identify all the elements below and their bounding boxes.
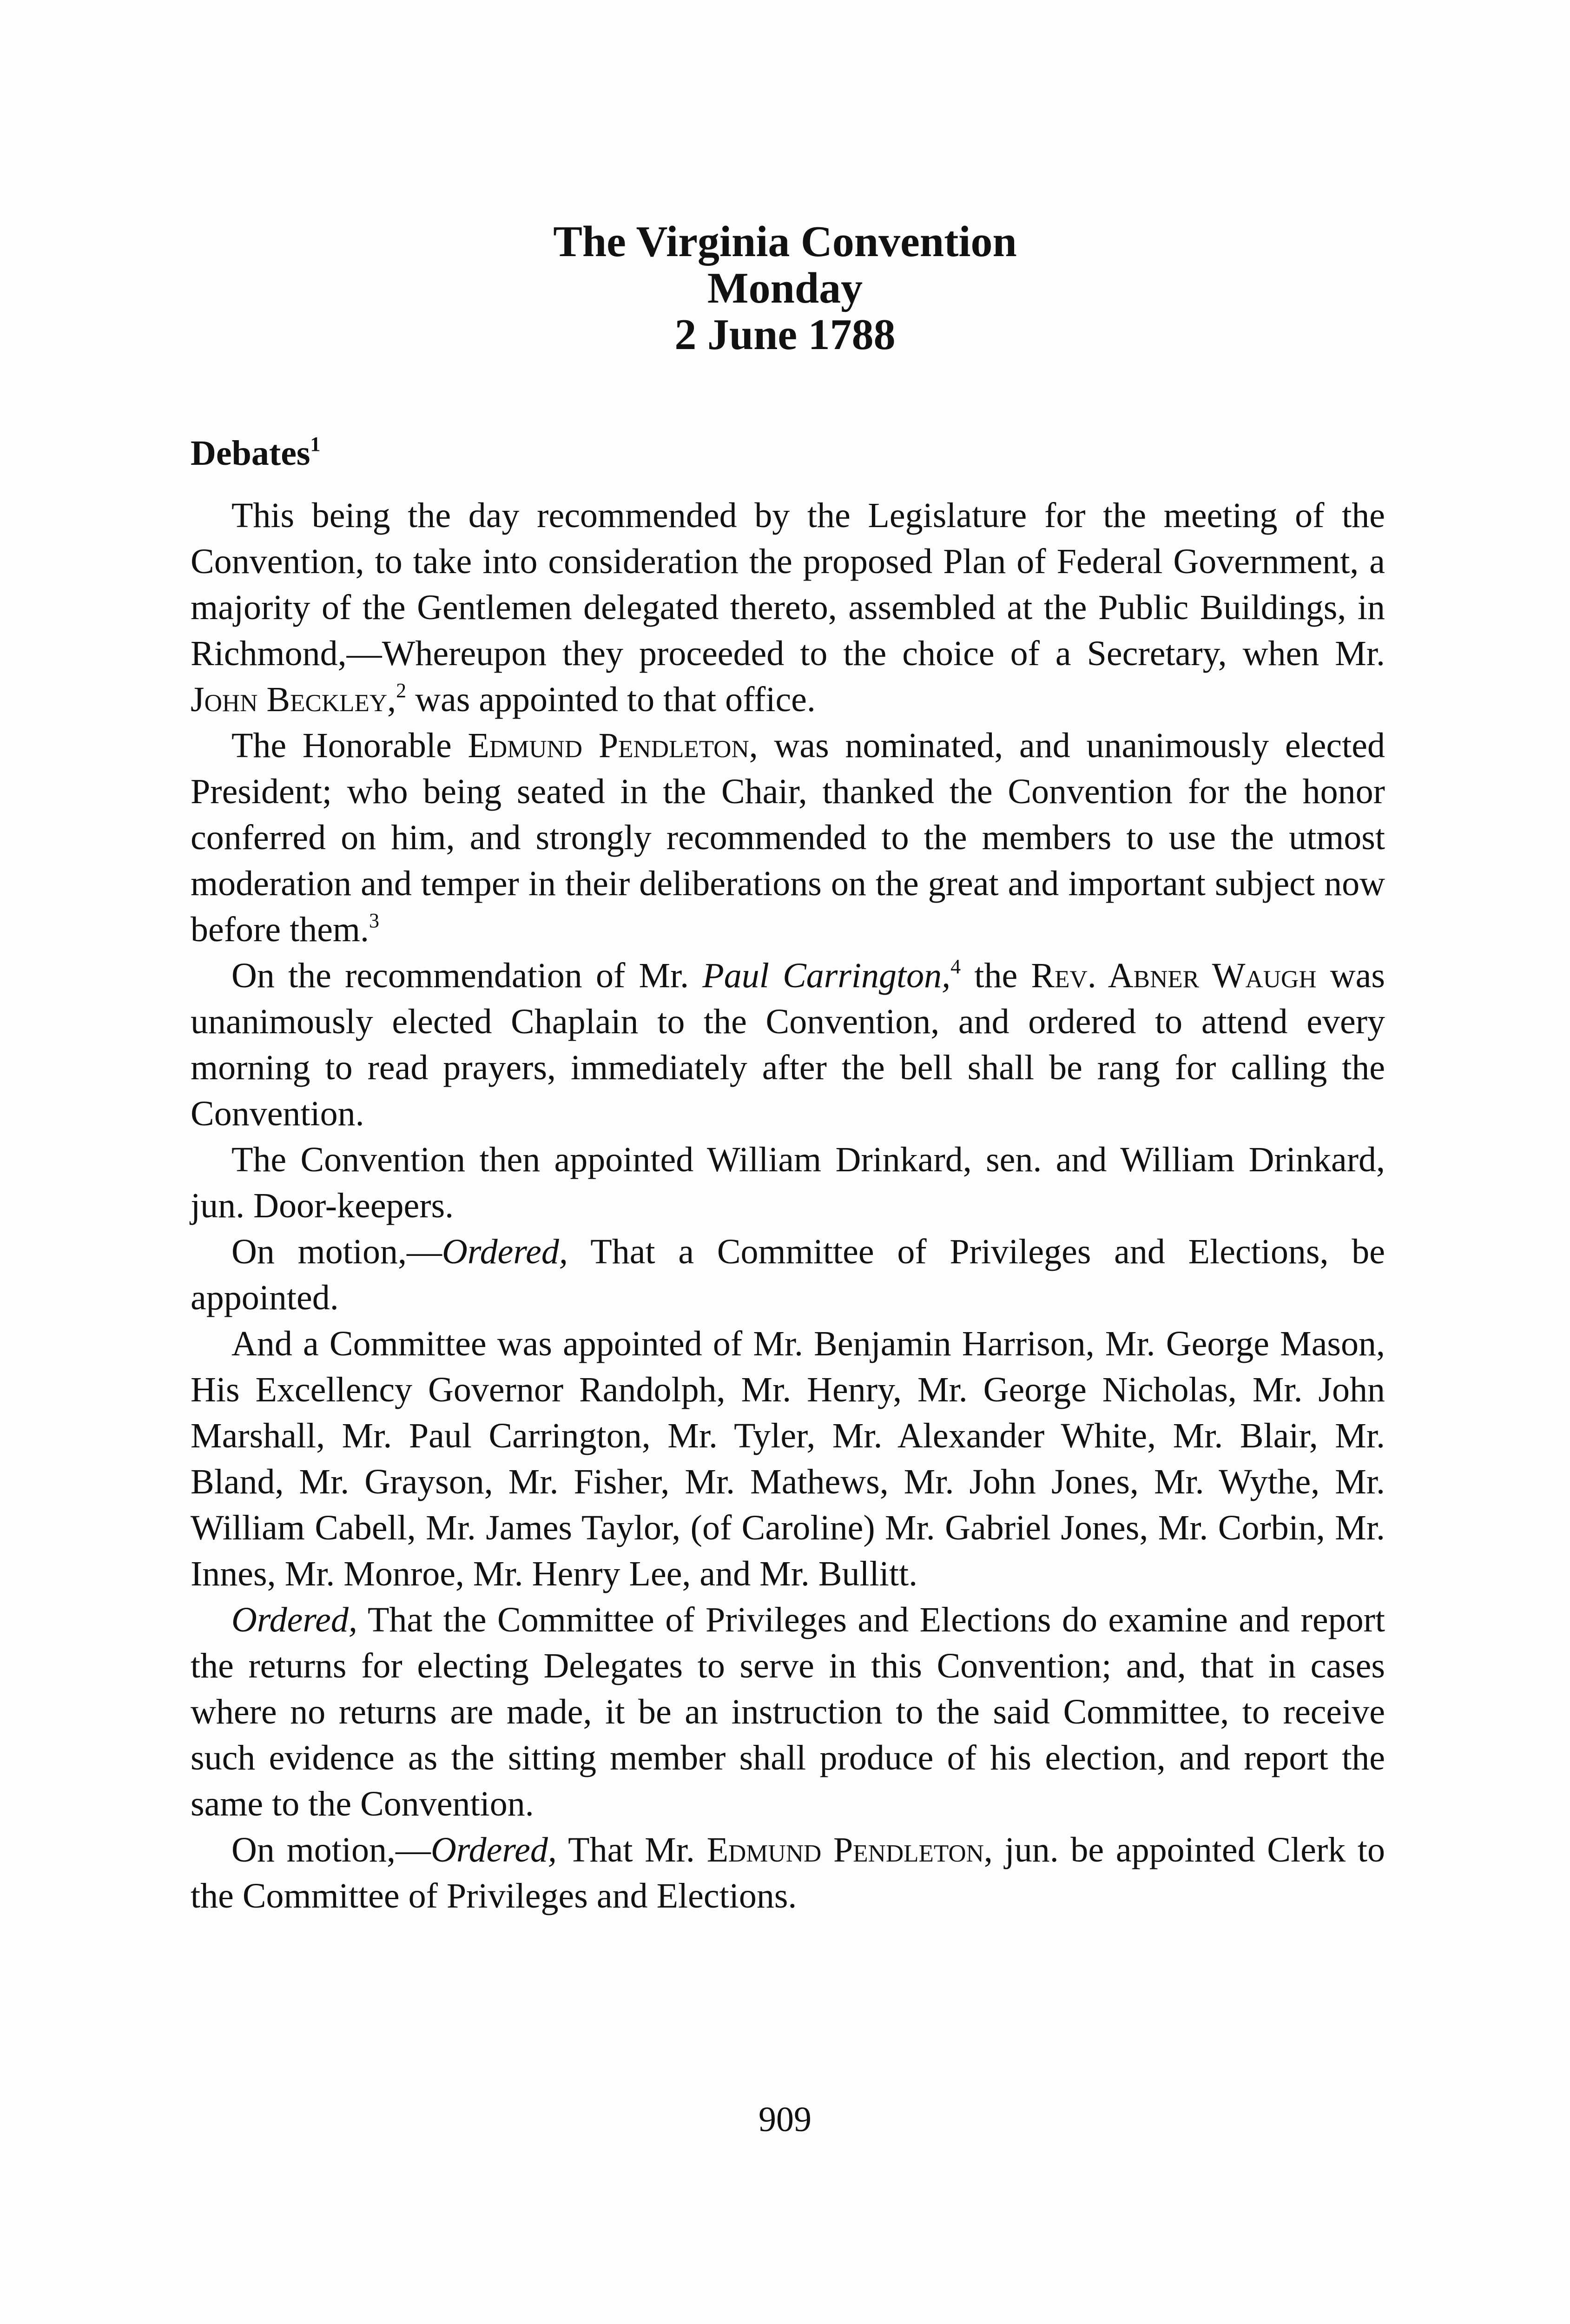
text-run: On motion,— — [231, 1830, 431, 1869]
text-run: the — [961, 956, 1031, 995]
text-run: was unanimously elected Chaplain to the Convention, and ordered to attend every morning to read prayers, immediately after the bell shall be rang for calling the Convention. — [191, 956, 1385, 1133]
paragraph — [191, 493, 1385, 723]
text-run: , was nominated, and unanimously elected President; who being seated in the Chair, thanked the Convention for the honor conferred on him, and strongly recommended to the members to use the utmost moderation and temper in their deliberations on the great and important subject now before them. — [191, 726, 1385, 949]
person-name: John Beckley — [191, 680, 388, 719]
italic-run: Ordered, — [430, 1830, 557, 1869]
text-run: On motion,— — [231, 1232, 442, 1271]
paragraph — [191, 1597, 1385, 1827]
body-text — [191, 493, 1385, 1919]
paragraph — [191, 953, 1385, 1137]
paragraph: The Convention then appointed William Drinkard, sen. and William Drinkard, jun. Door-keepers. — [191, 1140, 1385, 1225]
paragraph: And a Committee was appointed of Mr. Benjamin Harrison, Mr. George Mason, His Excellency Governor Randolph, Mr. Henry, Mr. George Nicholas, Mr. John Marshall, Mr. Paul Carrington, Mr. Tyler, Mr. Alexander White, Mr. Blair, Mr. Bland, Mr. Grayson, Mr. Fisher, Mr. Mathews, Mr. John Jones, Mr. Wythe, Mr. William Cabell, Mr. James Taylor, (of Caroline) Mr. Gabriel Jones, Mr. Corbin, Mr. Innes, Mr. Monroe, Mr. Henry Lee, and Mr. Bullitt. — [191, 1324, 1385, 1593]
text-run: The Honorable — [231, 726, 468, 765]
paragraph — [191, 1229, 1385, 1321]
text-run: That Mr. — [556, 1830, 707, 1869]
person-name: Edmund Pendleton — [706, 1830, 984, 1869]
text-run: This being the day recommended by the Legislature for the meeting of the Convention, to take into consideration the proposed Plan of Federal Government, a majority of the Gentlemen delegated thereto, assembled at the Public Buildings, in Richmond,—Whereupon they proceeded to the choice of a Secretary, when Mr. — [191, 496, 1385, 673]
italic-run: Ordered, — [231, 1600, 357, 1639]
page-heading — [0, 218, 1570, 358]
footnote-ref: 1 — [310, 433, 321, 456]
paragraph — [191, 723, 1385, 953]
heading-title: The Virginia Convention — [553, 218, 1017, 266]
person-name: Rev. Abner Waugh — [1031, 956, 1317, 995]
person-name: Edmund Pendleton — [468, 726, 749, 765]
text-run: , jun. be appointed Clerk to the Committee of Privileges and Elections. — [191, 1830, 1385, 1915]
page-number: 909 — [759, 2100, 811, 2139]
text-run: That the Committee of Privileges and Elections do examine and report the returns for electing Delegates to serve in this Convention; and, that in cases where no returns are made, it be an instruction to the said Committee, to receive such evidence as the sitting member shall produce of his election, and report the same to the Convention. — [191, 1600, 1385, 1823]
footnote-ref: 4 — [950, 955, 961, 978]
section-title — [191, 432, 321, 474]
paragraph — [191, 1827, 1385, 1919]
italic-run: Ordered, — [442, 1232, 568, 1271]
text-run: That a Committee of Privileges and Elections, be appointed. — [191, 1232, 1385, 1317]
heading-day: Monday — [707, 264, 863, 312]
text-run: was appointed to that office. — [406, 680, 816, 719]
heading-date: 2 June 1788 — [674, 310, 896, 359]
person-name-italic: Paul Carrington, — [702, 956, 951, 995]
text-run: On the recommendation of Mr. — [231, 956, 703, 995]
footnote-ref: 3 — [369, 909, 380, 932]
text-run: , — [387, 680, 396, 719]
section-title-text: Debates — [191, 434, 310, 473]
footnote-ref: 2 — [396, 679, 407, 702]
